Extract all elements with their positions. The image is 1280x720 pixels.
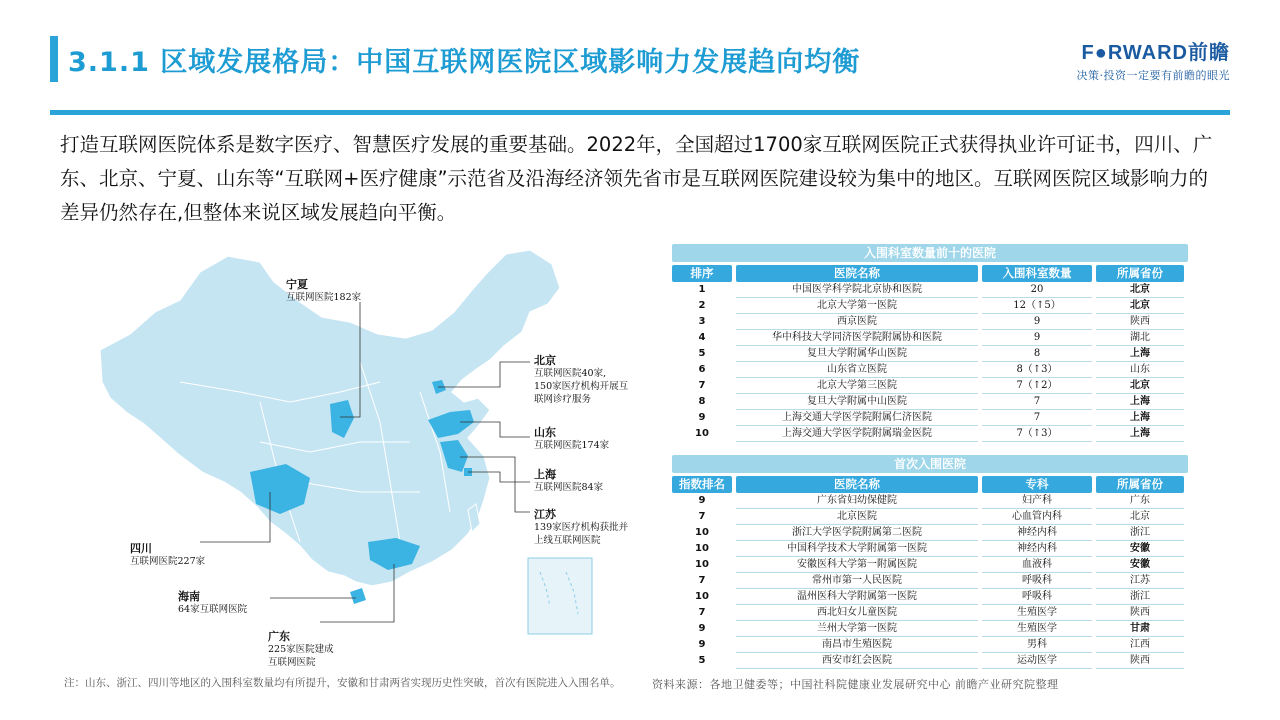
cell-rank: 7 [698,607,706,618]
map-label-shanghai [534,468,603,494]
cell-province: 陕西 [1096,605,1184,621]
cell-rank: 5 [698,655,706,666]
cell-dept: 生殖医学 [982,605,1092,621]
col-header-specialty: 专科 [982,476,1092,493]
label-line: 225家医院建成 [268,644,334,655]
cell-dept: 生殖医学 [982,621,1092,637]
table2-title: 首次入围医院 [672,455,1188,473]
cell-hospital: 北京大学第三医院 [736,378,978,394]
province-name: 上海 [534,468,556,481]
cell-dept: 呼吸科 [982,589,1092,605]
cell-rank: 10 [695,527,709,538]
cell-hospital: 南昌市生殖医院 [736,637,978,653]
label-line: 互联网医院 [268,657,316,668]
label-line: 139家医疗机构获批并 [534,522,629,533]
cell-hospital: 常州市第一人民医院 [736,573,978,589]
cell-dept: 神经内科 [982,525,1092,541]
table-row [672,362,1188,378]
cell-hospital: 西北妇女儿童医院 [736,605,978,621]
cell-province: 浙江 [1096,525,1184,541]
cell-hospital: 兰州大学第一医院 [736,621,978,637]
cell-province: 安徽 [1096,541,1184,557]
cell-rank: 4 [698,332,706,343]
page-title: 3.1.1 区域发展格局：中国互联网医院区域影响力发展趋向均衡 [68,47,861,78]
table-row [672,298,1188,314]
cell-province: 浙江 [1096,589,1184,605]
top-ten-hospitals-table [672,244,1188,442]
cell-rank: 10 [695,428,709,439]
label-line: 上线互联网医院 [534,535,601,546]
label-line: 互联网医院40家, [534,368,607,379]
cell-rank: 9 [698,639,706,650]
map-label-hainan [178,590,247,616]
cell-rank: 2 [698,300,706,311]
table-row [672,426,1188,442]
cell-province: 上海 [1096,410,1184,426]
province-name: 海南 [178,590,200,603]
first-time-hospitals-table [672,455,1188,669]
col-header-province: 所属省份 [1096,476,1184,493]
province-name: 广东 [268,630,290,643]
cell-hospital: 温州医科大学附属第一医院 [736,589,978,605]
cell-hospital: 山东省立医院 [736,362,978,378]
cell-province: 广东 [1096,493,1184,509]
cell-province: 北京 [1096,378,1184,394]
province-name: 宁夏 [286,278,308,291]
cell-rank: 5 [698,348,706,359]
cell-count: 12（↑5） [982,298,1092,314]
cell-dept: 男科 [982,637,1092,653]
cell-hospital: 安徽医科大学第一附属医院 [736,557,978,573]
cell-hospital: 中国医学科学院北京协和医院 [736,282,978,298]
province-name: 北京 [534,354,556,367]
cell-hospital: 华中科技大学同济医学院附属协和医院 [736,330,978,346]
cell-province: 安徽 [1096,557,1184,573]
source-note: 资料来源：各地卫健委等；中国社科院健康业发展研究中心 前瞻产业研究院整理 [652,678,1059,691]
cell-rank: 3 [698,316,706,327]
cell-province: 上海 [1096,394,1184,410]
col-header-rank: 排序 [672,265,732,282]
table1-body [672,282,1188,442]
table-row [672,589,1188,605]
cell-count: 8 [982,346,1092,362]
cell-province: 江苏 [1096,573,1184,589]
table-row [672,330,1188,346]
table2-header-row [672,476,1188,493]
cell-count: 7 [982,394,1092,410]
col-header-count: 入围科室数量 [982,265,1092,282]
label-line: 互联网医院182家 [286,292,362,303]
cell-province: 陕西 [1096,314,1184,330]
map-label-jiangsu [534,508,628,547]
cell-rank: 9 [698,623,706,634]
intro-paragraph: 打造互联网医院体系是数字医疗、智慧医疗发展的重要基础。2022年，全国超过1700家互联网医院正式获得执业许可证书，四川、广东、北京、宁夏、山东等“互联网+医疗健康”示范省及沿海经济领先省市是互联网医院建设较为集中的地区。互联网医院区域影响力的差异仍然存在,但整体来说区域发展趋向平衡。 [60,133,1213,224]
logo-slogan: 决策·投资一定要有前瞻的眼光 [1076,69,1230,82]
label-line: 互联网医院227家 [130,556,206,567]
cell-rank: 1 [698,284,706,295]
table-row [672,509,1188,525]
province-name: 江苏 [534,508,556,521]
footnote: 注：山东、浙江、四川等地区的入围科室数量均有所提升，安徽和甘肃两省实现历史性突破，首次有医院进入入围名单。 [64,677,621,689]
province-name: 山东 [534,426,556,439]
table-row [672,394,1188,410]
table-row [672,605,1188,621]
province-name: 四川 [130,542,152,555]
logo-wordmark [1077,36,1231,65]
cell-province: 山东 [1096,362,1184,378]
table-row [672,282,1188,298]
cell-hospital: 西京医院 [736,314,978,330]
table1-header-row [672,265,1188,282]
cell-hospital: 中国科学技术大学附属第一医院 [736,541,978,557]
cell-province: 甘肃 [1096,621,1184,637]
cell-province: 陕西 [1096,653,1184,669]
label-line: 互联网医院174家 [534,440,610,451]
cell-dept: 神经内科 [982,541,1092,557]
cell-province: 上海 [1096,346,1184,362]
table-row [672,541,1188,557]
cell-rank: 10 [695,559,709,570]
cell-province: 湖北 [1096,330,1184,346]
cell-hospital: 上海交通大学医学院附属瑞金医院 [736,426,978,442]
table-row [672,493,1188,509]
cell-count: 9 [982,314,1092,330]
cell-rank: 10 [695,543,709,554]
table-row [672,573,1188,589]
logo-latin: F●RWARD [1081,42,1188,64]
label-line: 64家互联网医院 [178,604,248,615]
map-label-sichuan [130,542,205,568]
table-row [672,378,1188,394]
cell-rank: 7 [698,575,706,586]
cell-count: 7 [982,410,1092,426]
cell-rank: 9 [698,495,706,506]
south-china-sea-inset [528,558,592,634]
cell-province: 北京 [1096,282,1184,298]
cell-count: 8（↑3） [982,362,1092,378]
cell-hospital: 复旦大学附属华山医院 [736,346,978,362]
table-row [672,653,1188,669]
cell-hospital: 浙江大学医学院附属第二医院 [736,525,978,541]
brand-logo [1077,36,1231,83]
table1-title: 入围科室数量前十的医院 [672,244,1188,262]
map-label-shandong [534,426,609,452]
map-label-guangdong [268,630,334,669]
cell-dept: 呼吸科 [982,573,1092,589]
logo-cn: 前瞻 [1188,42,1230,64]
table-row [672,346,1188,362]
cell-count: 7（↑2） [982,378,1092,394]
table-row [672,557,1188,573]
cell-province: 江西 [1096,637,1184,653]
cell-rank: 9 [698,412,706,423]
cell-province: 北京 [1096,298,1184,314]
cell-count: 20 [982,282,1092,298]
cell-rank: 7 [698,380,706,391]
cell-hospital: 上海交通大学医学院附属仁济医院 [736,410,978,426]
cell-hospital: 北京大学第一医院 [736,298,978,314]
table2-body [672,493,1188,669]
col-header-province: 所属省份 [1096,265,1184,282]
cell-province: 北京 [1096,509,1184,525]
table-row [672,637,1188,653]
hainan-region [350,588,366,604]
cell-hospital: 复旦大学附属中山医院 [736,394,978,410]
cell-rank: 7 [698,511,706,522]
table-row [672,525,1188,541]
cell-dept: 运动医学 [982,653,1092,669]
map-label-beijing [534,354,628,406]
cell-rank: 8 [698,396,706,407]
table-row [672,314,1188,330]
cell-dept: 血液科 [982,557,1092,573]
label-line: 150家医疗机构开展互 [534,381,629,392]
table-row [672,621,1188,637]
col-header-hospital: 医院名称 [736,476,978,493]
map-label-ningxia [286,278,361,304]
label-line: 互联网医院84家 [534,482,604,493]
cell-dept: 妇产科 [982,493,1092,509]
cell-rank: 10 [695,591,709,602]
china-map [60,242,660,672]
col-header-hospital: 医院名称 [736,265,978,282]
title-accent-bar [50,36,58,82]
cell-count: 7（↑3） [982,426,1092,442]
col-header-index-rank: 指数排名 [672,476,732,493]
cell-hospital: 广东省妇幼保健院 [736,493,978,509]
china-map-panel [60,242,660,672]
title-divider [50,110,1230,115]
table-row [672,410,1188,426]
label-line: 联网诊疗服务 [534,394,592,405]
cell-rank: 6 [698,364,706,375]
cell-dept: 心血管内科 [982,509,1092,525]
cell-province: 上海 [1096,426,1184,442]
cell-count: 9 [982,330,1092,346]
cell-hospital: 西安市红会医院 [736,653,978,669]
cell-hospital: 北京医院 [736,509,978,525]
